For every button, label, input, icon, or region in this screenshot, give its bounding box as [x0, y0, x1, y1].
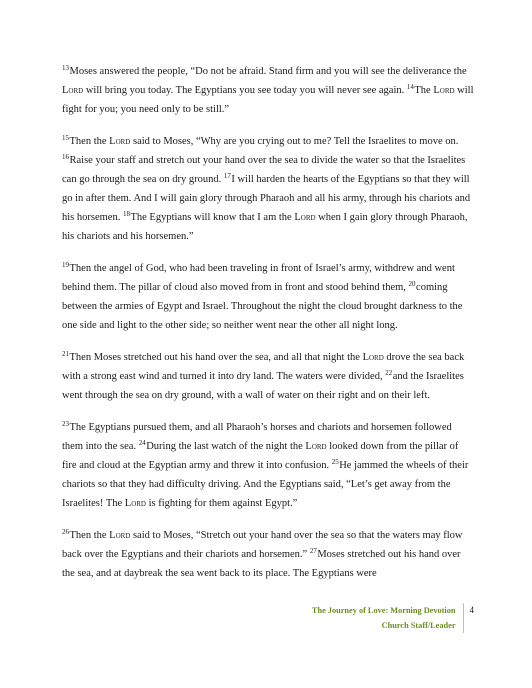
verse-number: 20 — [408, 280, 416, 288]
verse-text: when I gain glory through Pharaoh, his chariots and his horsemen.” — [62, 212, 468, 242]
verse-text: is fighting for them against Egypt.” — [145, 498, 298, 509]
verse-text: Then the — [69, 530, 110, 541]
footer-title: The Journey of Love: Morning Devotion — [311, 606, 456, 615]
verse-number: 22 — [385, 369, 393, 377]
verse-number: 18 — [122, 210, 130, 218]
verse-number: 26 — [62, 528, 69, 536]
verse-text: said to Moses, “Stretch out your hand over the sea so that the waters may flow back over the Egyptians and their chariots and horsemen.” — [62, 530, 463, 560]
verse-text: looked down from the pillar of fire and cloud at the Egyptian army and threw it into confusion. — [62, 441, 459, 471]
lord-smallcaps: Lord — [109, 530, 131, 541]
verse-number: 15 — [62, 134, 69, 142]
scripture-paragraph — [62, 132, 474, 246]
lord-smallcaps: Lord — [109, 136, 131, 147]
verse-text: The Egyptians pursued them, and all Pharaoh’s horses and chariots and horsemen followed them into the sea. — [62, 422, 452, 452]
verse-text: I will harden the hearts of the Egyptians so that they will go in after them. And I will gain glory through Pharaoh and all his army, through his chariots and his horsemen. — [62, 174, 471, 223]
scripture-paragraph — [62, 418, 474, 513]
verse-text: The — [414, 85, 434, 96]
page-footer — [312, 603, 474, 633]
verse-text: and the Israelites went through the sea on dry ground, with a wall of water on their right and on their left. — [62, 371, 464, 401]
verse-text: Moses answered the people, “Do not be afraid. Stand firm and you will see the deliverance the — [69, 66, 467, 77]
verse-number: 24 — [138, 439, 146, 447]
lord-smallcaps: Lord — [305, 441, 327, 452]
verse-text: During the last watch of the night the — [146, 441, 306, 452]
lord-smallcaps: Lord — [362, 352, 384, 363]
verse-text: said to Moses, “Why are you crying out to me? Tell the Israelites to move on. — [130, 136, 459, 147]
verse-text: Then the angel of God, who had been traveling in front of Israel’s army, withdrew and went behind them. The pillar of cloud also moved from in front and stood behind them, — [62, 263, 455, 293]
verse-number: 17 — [223, 172, 231, 180]
verse-text: will fight for you; you need only to be still.” — [62, 85, 474, 115]
scripture-paragraph — [62, 348, 474, 405]
verse-text: Then Moses stretched out his hand over the sea, and all that night the — [69, 352, 363, 363]
lord-smallcaps: Lord — [62, 85, 84, 96]
verse-number: 27 — [309, 547, 317, 555]
verse-text: will bring you today. The Egyptians you see today you will never see again. — [83, 85, 407, 96]
footer-text-block — [312, 603, 464, 633]
footer-subtitle: Church Staff/Leader — [381, 621, 456, 630]
scripture-paragraph — [62, 259, 474, 335]
page-number: 4 — [469, 605, 474, 615]
verse-text: coming between the armies of Egypt and Israel. Throughout the night the cloud brought darkness to the one side and light to the other side; so neither went near the other all night long. — [62, 282, 463, 331]
scripture-paragraph — [62, 62, 474, 119]
verse-number: 23 — [62, 420, 69, 428]
document-body — [62, 62, 474, 596]
lord-smallcaps: Lord — [294, 212, 316, 223]
verse-text: Then the — [69, 136, 110, 147]
verse-number: 19 — [62, 261, 69, 269]
lord-smallcaps: Lord — [433, 85, 455, 96]
verse-number: 14 — [406, 83, 414, 91]
verse-text: The Egyptians will know that I am the — [130, 212, 295, 223]
verse-text: drove the sea back with a strong east wind and turned it into dry land. The waters were divided, — [62, 352, 465, 382]
verse-number: 13 — [62, 64, 69, 72]
scripture-paragraph — [62, 526, 474, 583]
verse-text: He jammed the wheels of their chariots so that they had difficulty driving. And the Egyptians said, “Let’s get away from the Israelites! The — [62, 460, 469, 509]
lord-smallcaps: Lord — [124, 498, 146, 509]
verse-number: 16 — [62, 153, 69, 161]
verse-number: 21 — [62, 350, 69, 358]
verse-text: Raise your staff and stretch out your hand over the sea to divide the water so that the Israelites can go through the sea on dry ground. — [62, 155, 466, 185]
verse-text: Moses stretched out his hand over the sea, and at daybreak the sea went back to its place. The Egyptians were — [62, 549, 461, 579]
verse-number: 25 — [331, 458, 339, 466]
